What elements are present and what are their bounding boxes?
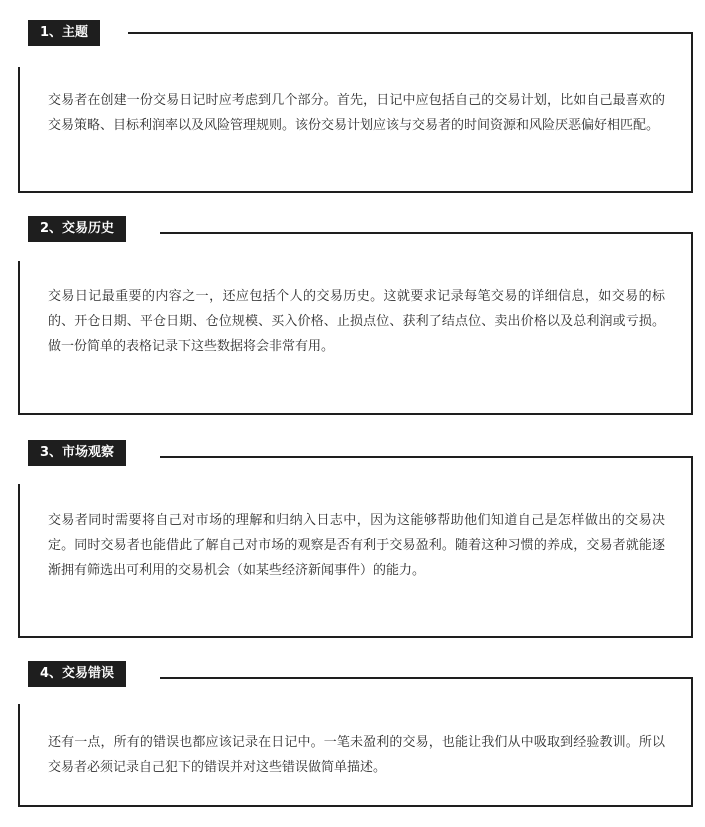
section-body: 交易日记最重要的内容之一，还应包括个人的交易历史。这就要求记录每笔交易的详细信息，如交易的标的、开仓日期、平仓日期、仓位规模、买入价格、止损点位、获利了结点位、卖出价格以及总利润或亏损。做一份简单的表格记录下这些数据将会非常有用。	[48, 289, 665, 354]
section-body: 交易者同时需要将自己对市场的理解和归纳入日志中，因为这能够帮助他们知道自己是怎样做出的交易决定。同时交易者也能借此了解自己对市场的观察是否有利于交易盈利。随着这种习惯的养成，交易者就能逐渐拥有筛选出可利用的交易机会（如某些经济新闻事件）的能力。	[48, 513, 665, 578]
section-title: 2、交易历史	[28, 216, 126, 242]
section-body: 交易者在创建一份交易日记时应考虑到几个部分。首先，日记中应包括自己的交易计划，比如自己最喜欢的交易策略、目标利润率以及风险管理规则。该份交易计划应该与交易者的时间资源和风险厌恶偏好相匹配。	[48, 93, 665, 133]
section-body: 还有一点，所有的错误也都应该记录在日记中。一笔未盈利的交易，也能让我们从中吸取到经验教训。所以交易者必须记录自己犯下的错误并对这些错误做简单描述。	[48, 735, 665, 775]
section-title: 3、市场观察	[28, 440, 126, 466]
section-title: 1、主题	[28, 20, 100, 46]
section-title: 4、交易错误	[28, 661, 126, 687]
